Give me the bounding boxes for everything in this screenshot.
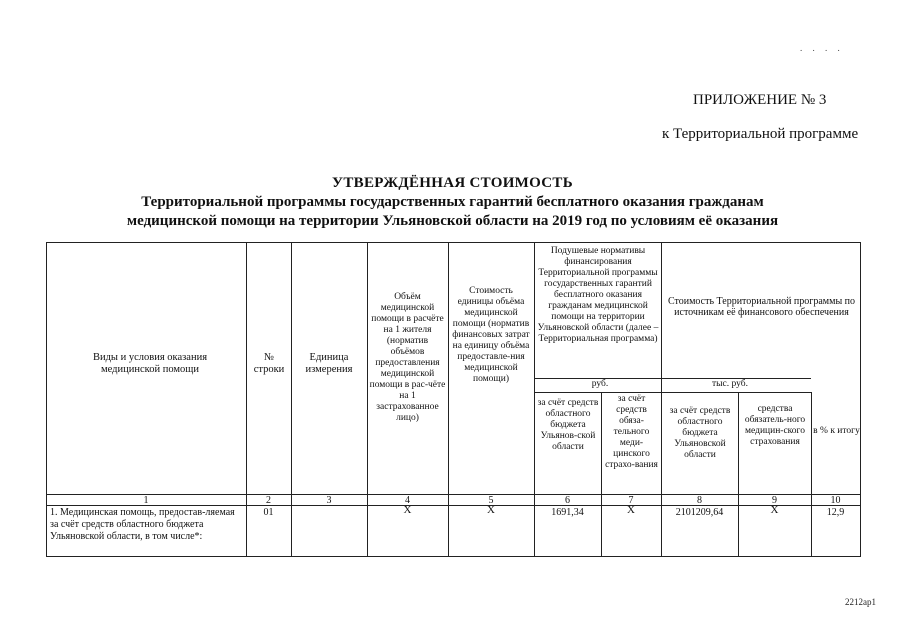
row-percent: 12,9 bbox=[826, 507, 845, 518]
row-cost-oms: X bbox=[770, 504, 779, 516]
header-percent: в % к итогу bbox=[813, 426, 860, 436]
row-line-number: 01 bbox=[263, 507, 274, 518]
column-number: 6 bbox=[565, 495, 570, 506]
header-unit: Единица измерения bbox=[305, 352, 353, 375]
document-subtitle-line1: Территориальной программы государственных гарантий бесплатного оказания гражданам bbox=[141, 194, 764, 210]
appendix-reference: к Территориальной программе bbox=[662, 126, 859, 142]
column-number: 7 bbox=[628, 495, 634, 506]
column-number: 9 bbox=[772, 495, 777, 506]
header-unit-cost: Стоимость единицы объёма медицинской помощи (норматив финансовых затрат на единицу объёма предоставле-ния медицинской помощи) bbox=[452, 286, 530, 384]
unit-thousand-rub: тыс. руб. bbox=[712, 379, 748, 389]
document-title: УТВЕРЖДЁННАЯ СТОИМОСТЬ bbox=[332, 175, 573, 191]
row-norm-oms: X bbox=[627, 504, 635, 516]
header-line-number: № строки bbox=[253, 352, 285, 375]
column-number: 4 bbox=[405, 495, 410, 506]
header-per-capita-norms: Подушевые нормативы финансирования Территориальной программы государственных гарантий бесплатного оказания гражданам медицинской помощи на территории Ульяновской области (далее – Территориальная программа) bbox=[537, 246, 659, 344]
column-number: 8 bbox=[697, 495, 702, 506]
column-number: 1 bbox=[143, 495, 149, 506]
header-cost-oms: средства обязатель-ного медицин-ского страхования bbox=[744, 404, 806, 447]
column-number: 5 bbox=[488, 495, 494, 506]
header-norm-oms: за счёт средств обяза-тельного меди-цинского страхо-вания bbox=[605, 394, 658, 470]
corner-marks: . . . . bbox=[800, 43, 844, 53]
row-volume: X bbox=[403, 504, 412, 516]
header-service-type: Виды и условия оказания медицинской помощи bbox=[92, 352, 208, 375]
row-norm-budget: 1691,34 bbox=[551, 507, 584, 518]
page-code: 2212ap1 bbox=[845, 597, 876, 607]
column-number: 10 bbox=[830, 495, 841, 506]
header-norm-budget: за счёт средств областного бюджета Ульянов-ской области bbox=[537, 398, 599, 452]
row-cost-budget: 2101209,64 bbox=[675, 507, 724, 518]
header-program-cost: Стоимость Территориальной программы по источникам её финансового обеспечения bbox=[667, 296, 856, 318]
document-subtitle-line2: медицинской помощи на территории Ульяновской области на 2019 год по условиям её оказания bbox=[126, 213, 779, 229]
column-number: 2 bbox=[266, 495, 271, 506]
unit-rub: руб. bbox=[591, 379, 609, 389]
header-volume: Объём медицинской помощи в расчёте на 1 жителя (норматив объёмов предоставления медицинской помощи в рас-чёте на 1 застрахованное лицо) bbox=[369, 292, 446, 423]
column-number: 3 bbox=[326, 495, 332, 506]
header-cost-budget: за счёт средств областного бюджета Ульяновской области bbox=[669, 406, 731, 460]
row-unit-cost: X bbox=[487, 504, 495, 516]
appendix-label: ПРИЛОЖЕНИЕ № 3 bbox=[693, 92, 827, 108]
row-service-name: 1. Медицинская помощь, предостав-ляемая за счёт средств областного бюджета Ульяновской области, в том числе*: bbox=[50, 507, 235, 542]
